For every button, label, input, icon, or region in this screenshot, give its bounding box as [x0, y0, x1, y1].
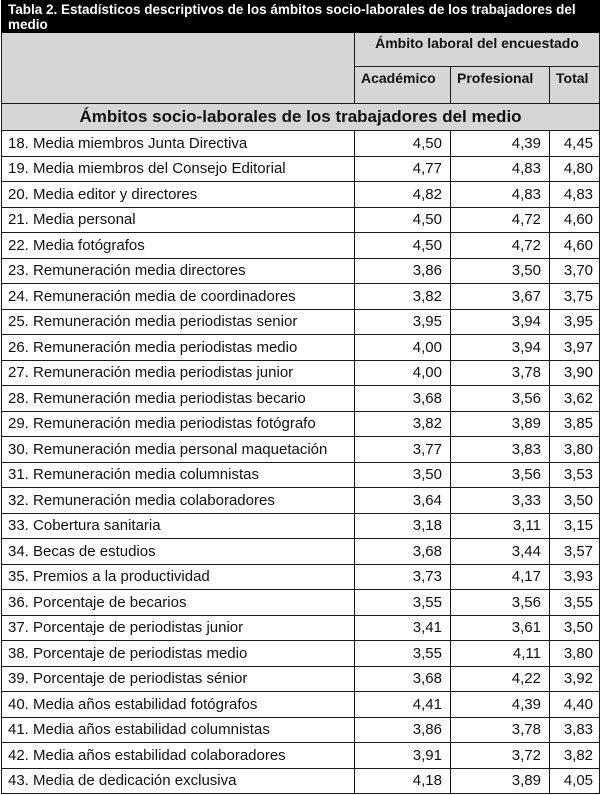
row-label: 34. Becas de estudios: [2, 539, 355, 565]
cell-academico: 3,64: [355, 488, 451, 514]
cell-total: 3,70: [550, 258, 600, 284]
cell-total: 3,83: [550, 717, 600, 743]
cell-profesional: 3,50: [451, 258, 550, 284]
table-row: [2, 437, 600, 463]
cell-academico: 3,55: [355, 641, 451, 667]
row-label: 23. Remuneración media directores: [2, 258, 355, 284]
cell-academico: 4,50: [355, 233, 451, 259]
cell-profesional: 3,67: [451, 284, 550, 310]
cell-academico: 3,86: [355, 258, 451, 284]
row-label: 38. Porcentaje de periodistas medio: [2, 641, 355, 667]
cell-total: 3,75: [550, 284, 600, 310]
cell-total: 3,92: [550, 666, 600, 692]
table-row: [2, 641, 600, 667]
row-label: 33. Cobertura sanitaria: [2, 513, 355, 539]
cell-profesional: 3,78: [451, 717, 550, 743]
header-empty-cell: [2, 33, 355, 104]
cell-profesional: 4,72: [451, 207, 550, 233]
table-row: [2, 207, 600, 233]
table-row: [2, 666, 600, 692]
cell-profesional: 4,11: [451, 641, 550, 667]
table-row: [2, 411, 600, 437]
cell-profesional: 3,89: [451, 411, 550, 437]
cell-academico: 3,18: [355, 513, 451, 539]
table-row: [2, 768, 600, 794]
table-row: [2, 615, 600, 641]
table-row: [2, 360, 600, 386]
cell-profesional: 3,56: [451, 386, 550, 412]
column-header-academico: Académico: [355, 67, 451, 104]
cell-academico: 3,95: [355, 309, 451, 335]
table-row: [2, 513, 600, 539]
row-label: 40. Media años estabilidad fotógrafos: [2, 692, 355, 718]
cell-total: 3,57: [550, 539, 600, 565]
row-label: 41. Media años estabilidad columnistas: [2, 717, 355, 743]
row-label: 35. Premios a la productividad: [2, 564, 355, 590]
row-label: 19. Media miembros del Consejo Editorial: [2, 156, 355, 182]
table-row: [2, 539, 600, 565]
table-row: [2, 692, 600, 718]
row-label: 36. Porcentaje de becarios: [2, 590, 355, 616]
cell-profesional: 3,72: [451, 743, 550, 769]
cell-academico: 4,00: [355, 360, 451, 386]
cell-profesional: 3,94: [451, 309, 550, 335]
cell-academico: 4,77: [355, 156, 451, 182]
cell-academico: 3,82: [355, 284, 451, 310]
group-header: Ámbito laboral del encuestado: [355, 33, 600, 67]
cell-total: 4,83: [550, 182, 600, 208]
table-row: [2, 182, 600, 208]
section-title: Ámbitos socio-laborales de los trabajadores del medio: [2, 104, 600, 131]
table-row: [2, 717, 600, 743]
cell-total: 4,05: [550, 768, 600, 794]
row-label: 43. Media de dedicación exclusiva: [2, 768, 355, 794]
table-row: [2, 309, 600, 335]
cell-total: 3,50: [550, 488, 600, 514]
cell-profesional: 4,39: [451, 692, 550, 718]
column-header-total: Total: [550, 67, 600, 104]
cell-academico: 3,68: [355, 386, 451, 412]
table-body: [2, 131, 600, 794]
cell-total: 4,60: [550, 207, 600, 233]
cell-total: 3,82: [550, 743, 600, 769]
table-row: [2, 233, 600, 259]
cell-profesional: 4,83: [451, 156, 550, 182]
row-label: 18. Media miembros Junta Directiva: [2, 131, 355, 157]
cell-academico: 3,50: [355, 462, 451, 488]
cell-profesional: 4,17: [451, 564, 550, 590]
table-row: [2, 462, 600, 488]
row-label: 42. Media años estabilidad colaboradores: [2, 743, 355, 769]
row-label: 26. Remuneración media periodistas medio: [2, 335, 355, 361]
cell-profesional: 4,72: [451, 233, 550, 259]
cell-profesional: 4,22: [451, 666, 550, 692]
cell-academico: 4,82: [355, 182, 451, 208]
cell-total: 3,93: [550, 564, 600, 590]
row-label: 37. Porcentaje de periodistas junior: [2, 615, 355, 641]
cell-total: 4,45: [550, 131, 600, 157]
cell-academico: 4,50: [355, 131, 451, 157]
cell-profesional: 3,94: [451, 335, 550, 361]
cell-total: 4,60: [550, 233, 600, 259]
cell-total: 3,80: [550, 641, 600, 667]
row-label: 27. Remuneración media periodistas junior: [2, 360, 355, 386]
cell-academico: 4,18: [355, 768, 451, 794]
cell-total: 3,15: [550, 513, 600, 539]
row-label: 29. Remuneración media periodistas fotógrafo: [2, 411, 355, 437]
table-title: Tabla 2. Estadísticos descriptivos de los ámbitos socio-laborales de los trabajadores del medio: [2, 1, 600, 33]
cell-academico: 4,50: [355, 207, 451, 233]
cell-profesional: 4,83: [451, 182, 550, 208]
row-label: 21. Media personal: [2, 207, 355, 233]
cell-academico: 3,91: [355, 743, 451, 769]
cell-academico: 3,68: [355, 666, 451, 692]
cell-academico: 3,73: [355, 564, 451, 590]
cell-profesional: 3,61: [451, 615, 550, 641]
table-row: [2, 284, 600, 310]
cell-profesional: 3,89: [451, 768, 550, 794]
cell-total: 4,40: [550, 692, 600, 718]
cell-total: 3,85: [550, 411, 600, 437]
cell-academico: 4,00: [355, 335, 451, 361]
table-row: [2, 258, 600, 284]
cell-academico: 3,55: [355, 590, 451, 616]
cell-profesional: 4,39: [451, 131, 550, 157]
cell-total: 3,53: [550, 462, 600, 488]
cell-total: 3,97: [550, 335, 600, 361]
column-header-profesional: Profesional: [451, 67, 550, 104]
cell-total: 3,95: [550, 309, 600, 335]
cell-academico: 4,41: [355, 692, 451, 718]
table-row: [2, 386, 600, 412]
row-label: 28. Remuneración media periodistas becario: [2, 386, 355, 412]
table-row: [2, 564, 600, 590]
cell-academico: 3,41: [355, 615, 451, 641]
cell-profesional: 3,33: [451, 488, 550, 514]
cell-academico: 3,82: [355, 411, 451, 437]
row-label: 32. Remuneración media colaboradores: [2, 488, 355, 514]
table-row: [2, 743, 600, 769]
cell-profesional: 3,44: [451, 539, 550, 565]
row-label: 22. Media fotógrafos: [2, 233, 355, 259]
cell-academico: 3,77: [355, 437, 451, 463]
descriptive-stats-table: [1, 0, 600, 794]
cell-total: 4,80: [550, 156, 600, 182]
cell-academico: 3,86: [355, 717, 451, 743]
row-label: 31. Remuneración media columnistas: [2, 462, 355, 488]
table-row: [2, 488, 600, 514]
table-row: [2, 590, 600, 616]
cell-profesional: 3,11: [451, 513, 550, 539]
cell-total: 3,55: [550, 590, 600, 616]
cell-profesional: 3,83: [451, 437, 550, 463]
cell-profesional: 3,56: [451, 590, 550, 616]
table-row: [2, 335, 600, 361]
cell-total: 3,50: [550, 615, 600, 641]
cell-total: 3,80: [550, 437, 600, 463]
row-label: 25. Remuneración media periodistas senior: [2, 309, 355, 335]
table-row: [2, 156, 600, 182]
cell-total: 3,62: [550, 386, 600, 412]
cell-total: 3,90: [550, 360, 600, 386]
row-label: 24. Remuneración media de coordinadores: [2, 284, 355, 310]
cell-profesional: 3,78: [451, 360, 550, 386]
row-label: 20. Media editor y directores: [2, 182, 355, 208]
cell-profesional: 3,56: [451, 462, 550, 488]
row-label: 39. Porcentaje de periodistas sénior: [2, 666, 355, 692]
cell-academico: 3,68: [355, 539, 451, 565]
row-label: 30. Remuneración media personal maquetación: [2, 437, 355, 463]
table-row: [2, 131, 600, 157]
